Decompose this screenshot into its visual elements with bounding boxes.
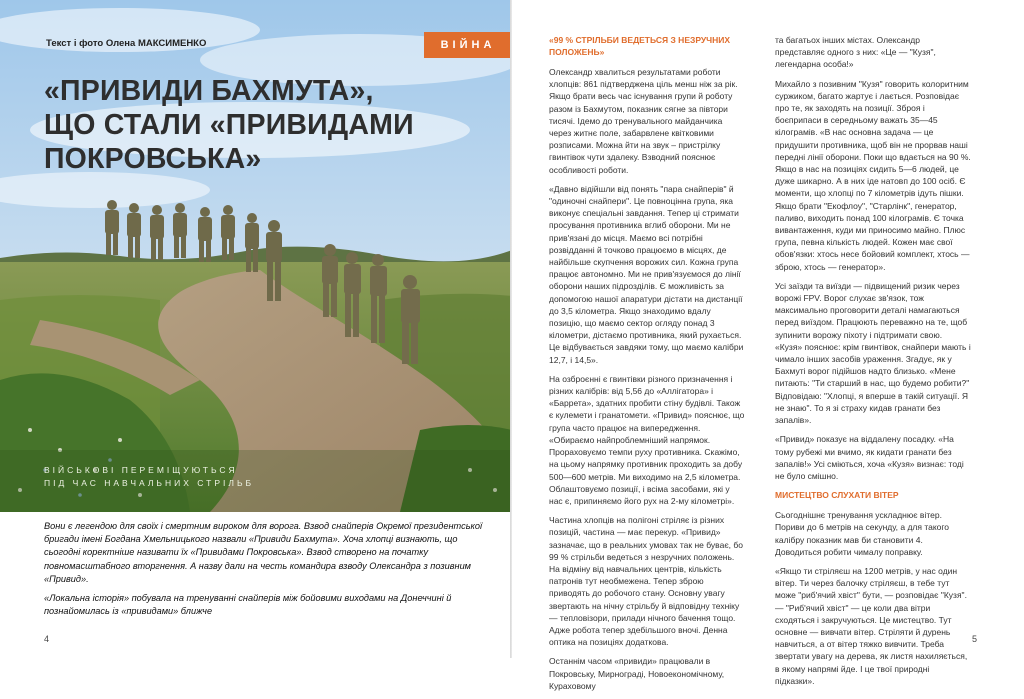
body-paragraph: Останнім часом «привиди» працювали в Покровську, Мирнограді, Новоекономічному, Кураховому: [549, 656, 725, 691]
photo-caption: [44, 464, 254, 490]
body-paragraph: та багатьох інших містах. Олександр представляє одного з них: «Це — "Кузя", легендарна особа!»: [775, 35, 936, 70]
lead-paragraph: «Локальна історія» побувала на тренуванні снайперів між бойовими виходами на Донеччині й познайомилась із «привидами» ближче: [44, 593, 452, 617]
headline-line: «ПРИВИДИ БАХМУТА»,: [44, 75, 374, 107]
section-subhead: МИСТЕЦТВО СЛУХАТИ ВІТЕР: [775, 490, 899, 501]
text-column-1: [549, 34, 745, 699]
body-paragraph: Михайло з позивним "Кузя" говорить колоритним суржиком, багато жартує і лається. Розповідає про те, як заходять на позиції. Зброя і боєприпаси в середньому важать 35—45 кілограмів. «В нас основна задача — це придушити противника, щоб він не прорвав наші передні лінії оборони. Поки що вдається на 90 %. Якщо в нас на позиціях сидить 5—6 людей, це дуже шикарно. А в них іде натовп до 100 осіб. Є моменти, що хлопці по 7 кілометрів ідуть пішки. Якщо брати "Екофлоу", "Старлінк", генератор, паливо, виходить понад 100 кілограмів. Є точка вивантаження, куди ми приносимо майно. Плюс група, певна кількість людей. Кожен має свої обов'язки: хтось несе бойовий комплект, хтось — зброю, хтось — генератор».: [775, 78, 971, 272]
article-headline: [44, 74, 484, 176]
caption-line: ПІД ЧАС НАВЧАЛЬНИХ СТРІЛЬБ: [44, 478, 255, 488]
body-paragraph: Частина хлопців на полігоні стріляє із різних позицій, частина — має перекур. «Привид» зазначає, що в реальних умовах так не буває, бо 99 % стрільби ведеться з незручних положень. На відміну від навчальних центрів, кількість патронів тут необмежена. Тепер зброю приводять до робочого стану. Основну увагу звертають на нічну стрільбу й відповідну техніку — тепловізори, прилади нічного бачення тощо. Адже робота тепер здебільшого вночі. Денна оптика на позиціях додаткова.: [549, 515, 743, 648]
body-paragraph: Усі заїзди та виїзди — підвищений ризик через ворожі FPV. Ворог слухає зв'язок, тож максимально проговорити деталі намагаються перед виїздом. Працюють переважно на те, щоб зупинити ворожу піхоту і підтримати свою. «Кузя» пояснює: крім гвинтівок, снайпери мають і чимало інших засобів ураження. Згадує, як у Бахмуті ворог підійшов надто близько. «Мене питають: "Ти старший в нас, що будемо робити?" Відповідаю: "Хлопці, я вперше в такій ситуації. Я не знаю". То я зі страху кидав гранати без запалів».: [775, 280, 971, 426]
lead-paragraph: Вони є легендою для своїх і смертним вироком для ворога. Взвод снайперів Окремої президентської бригади імені Богдана Хмельницького назвали «Привиди Бахмута». Хоча хлопці визнають, що сьогодні коректніше називати їх «Привидами Покровська». Взвод створено на початку повномасштабного вторгнення. А назву дали на честь командира взводу Олександра з позивним «Привид».: [44, 521, 483, 584]
page-number-left: 4: [44, 634, 50, 644]
headline-line: ПОКРОВСЬКА»: [44, 143, 262, 175]
body-paragraph: «Якщо ти стріляєш на 1200 метрів, у нас один вітер. Ти через балочку стріляєш, в тебе тут може "риб'ячий хвіст" бути, — розповідає "Кузя". — "Риб'ячий хвіст" — це коли два вітри сходяться і закручуються. Це мистецтво. Тут основне — вивчати вітер. Стріляти й дурень навчиться, а от вітер тяжко вивчити. Треба звертати увагу на дерева, як листя нахиляється, в якому напрямі йде. І це твої природні підказки».: [775, 565, 968, 686]
section-rubric: ВІЙНА: [424, 32, 512, 58]
byline: Текст і фото Олена МАКСИМЕНКО: [46, 38, 207, 49]
body-paragraph: На озброєнні є гвинтівки різного призначення і різних калібрів: від 5,56 до «Аллігатора» і «Баррета», здатних пробити стіну будівлі. Також є кулемети і гранатомети. «Привид» пояснює, що група часто працює на випередження. «Обираємо найпроблемніший напрямок. Прораховуємо темпи руху противника. Скажімо, на цьому напрямку противник проходить за добу 500—600 метрів. Ми виходимо на 2,5 кілометра. Облаштовуємо позиції, і всіма засобами, які у нас є, припиняємо його рух на 2-му кілометрі».: [549, 373, 745, 506]
body-paragraph: «Привид» показує на віддалену посадку. «На тому рубежі ми вчимо, як кидати гранати без запалів!» Усі сміються, хоча «Кузя» визнає: тоді не було смішно.: [775, 434, 964, 481]
caption-line: ВІЙСЬКОВІ ПЕРЕМІЩУЮТЬСЯ: [44, 465, 238, 475]
left-page: [0, 0, 512, 658]
article-lead: [44, 520, 496, 624]
page-number-right: 5: [972, 634, 978, 644]
headline-line: ЩО СТАЛИ «ПРИВИДАМИ: [44, 109, 414, 141]
text-column-2: [775, 34, 971, 694]
body-paragraph: Сьогоднішнє тренування ускладнює вітер. Пориви до 6 метрів на секунду, а для такого калібру показник мав би становити 4. Доводиться робити чималу поправку.: [775, 510, 950, 557]
section-subhead: «99 % СТРІЛЬБИ ВЕДЕТЬСЯ З НЕЗРУЧНИХ ПОЛОЖЕНЬ»: [549, 35, 731, 57]
body-paragraph: «Давно відійшли від понять "пара снайперів" й "одиночні снайпери". Це повноцінна група, яка виконує спеціальні завдання. Тепер ці стримати просування противника вглиб оборони. Ми не прив'язані до місця. Маємо всі потрібні розвідданні й точково працюємо в місцях, де найбільше скупчення ворожих сил. Кожна група працює автономно. Ми не прив'язуємося до лінії оборони наших підрозділів. Є можливість за допомогою нашої апаратури дістати на дистанції до 3,5 кілометра. Якщо знаходимо вдалу позицію, що маємо сектор огляду понад 3 кілометри, дістаємо противника, який рухається. Це відбувається завдяки тому, що маємо калібри 12,7, і 14,5».: [549, 183, 744, 365]
body-paragraph: Олександр хвалиться результатами роботи хлопців: 861 підтверджена ціль менш ніж за рік. Якщо брати весь час існування групи й роботу разом із Бахмутом, показник сягне за півтори тисячі. Ідемо до тренувального майданчика через житнє поле, забарвлене квітковими розписами. Можна йти на звук – пристрілку гвинтівок чути здалеку. Взводний пояснює особливості роботи.: [549, 67, 738, 175]
